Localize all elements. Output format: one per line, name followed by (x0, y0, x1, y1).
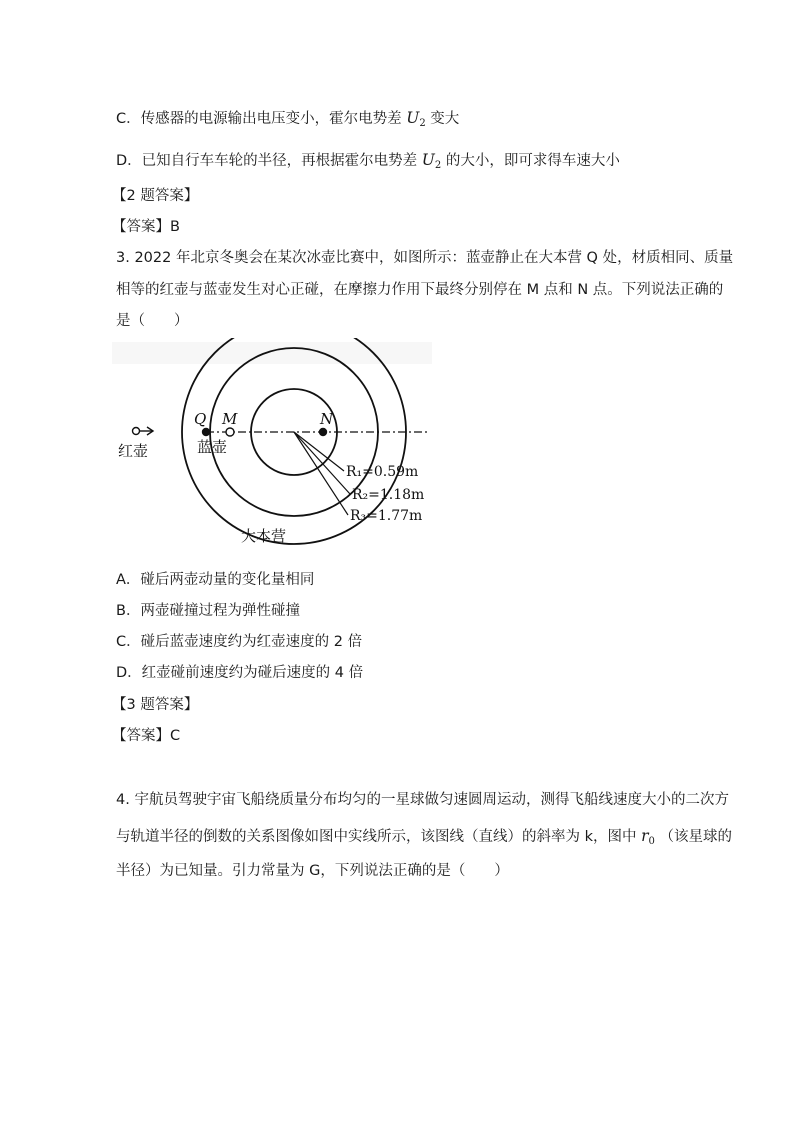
red-stone-marker (133, 428, 140, 435)
label-r2: R₂=1.18m (352, 487, 425, 503)
label-r3: R₃=1.77m (350, 508, 423, 524)
q4-line-2-text: 与轨道半径的倒数的关系图像如图中实线所示，该图线（直线）的斜率为 k，图中 (116, 829, 637, 845)
q4-line-2 (116, 826, 732, 852)
q3-stem-line-1: 3. 2022 年北京冬奥会在某次冰壶比赛中，如图所示：蓝壶静止在大本营 Q 处，材质相同、质量 (116, 250, 734, 266)
q2-option-d-text: D．已知自行车车轮的半径，再根据霍尔电势差 (116, 153, 418, 169)
q3-option-c: C．碰后蓝壶速度约为红壶速度的 2 倍 (116, 634, 363, 650)
q2-option-d-tail: 的大小，即可求得车速大小 (445, 153, 620, 169)
point-Q (202, 428, 210, 436)
q3-stem-line-3: 是（ ） (116, 313, 189, 329)
label-house: 大本营 (241, 527, 287, 545)
label-N: N (320, 410, 334, 428)
q2-option-c-text: C．传感器的电源输出电压变小，霍尔电势差 (116, 111, 402, 127)
label-red-stone: 红壶 (118, 442, 149, 460)
point-N (319, 428, 327, 436)
q4-line-2-tail: （该星球的 (659, 829, 733, 845)
q3-option-a: A．碰后两壶动量的变化量相同 (116, 572, 315, 588)
q2-option-d-variable: $U_2$ (421, 151, 442, 171)
point-M (226, 428, 234, 436)
label-M: M (222, 410, 238, 428)
curling-house-figure (108, 338, 438, 550)
q4-r0-variable: $r_0$ (641, 827, 655, 847)
q4-line-1: 4. 宇航员驾驶宇宙飞船绕质量分布均匀的一星球做匀速圆周运动，测得飞船线速度大小的二次方 (116, 792, 729, 808)
q3-answer: 【答案】C (112, 728, 181, 744)
q2-option-c (116, 108, 459, 134)
label-blue-stone: 蓝壶 (197, 438, 228, 456)
r2-leader (294, 432, 350, 494)
q2-answer: 【答案】B (112, 219, 180, 235)
label-Q: Q (194, 410, 207, 428)
q2-answer-header: 【2 题答案】 (112, 188, 199, 204)
q2-option-c-variable: $U_2$ (406, 109, 426, 129)
q3-answer-header: 【3 题答案】 (112, 697, 199, 713)
q2-option-c-tail: 变大 (430, 111, 460, 127)
q3-option-d: D．红壶碰前速度约为碰后速度的 4 倍 (116, 665, 364, 681)
q2-option-d (116, 150, 620, 176)
q4-line-3: 半径）为已知量。引力常量为 G，下列说法正确的是（ ） (116, 863, 509, 879)
q3-option-b: B．两壶碰撞过程为弹性碰撞 (116, 603, 300, 619)
q3-stem-line-2: 相等的红壶与蓝壶发生对心正碰，在摩擦力作用下最终分别停在 M 点和 N 点。下列说法正确的 (116, 282, 724, 298)
label-r1: R₁=0.59m (346, 464, 419, 480)
